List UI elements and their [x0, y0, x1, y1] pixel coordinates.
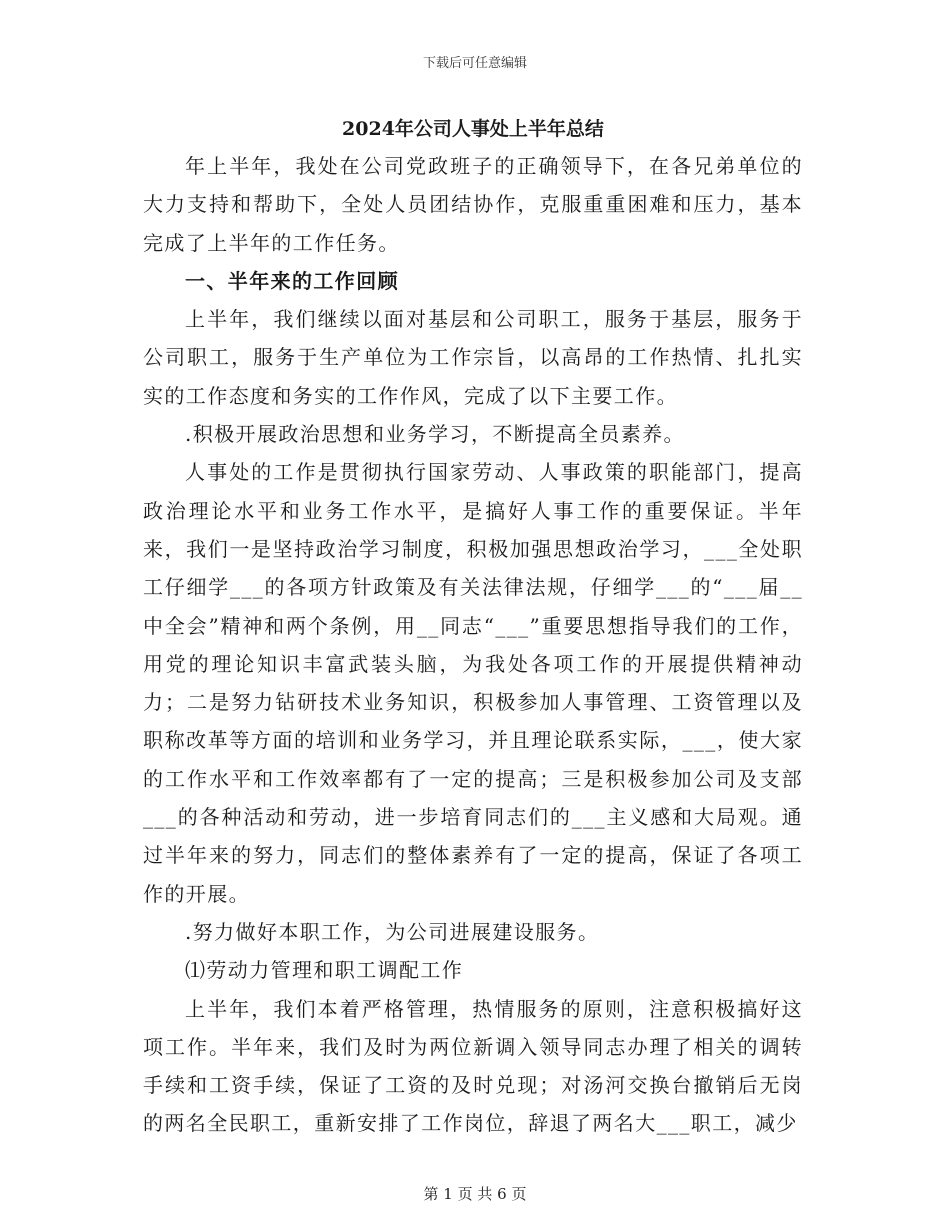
- page-header-note: 下载后可任意编辑: [422, 56, 527, 71]
- body-paragraph: 上半年，我们本着严格管理，热情服务的原则，注意积极搞好这项工作。半年来，我们及时为两位新调入领导同志办理了相关的调转手续和工资手续，保证了工资的及时兑现；对汤河交换台撤销后无岗的两名全民职工，重新安排了工作岗位，辞退了两名大___职工，减少: [143, 996, 803, 1136]
- subsection-heading: .积极开展政治思想和业务学习，不断提高全员素养。: [185, 422, 685, 447]
- subsection-heading: .努力做好本职工作，为公司进展建设服务。: [185, 919, 600, 944]
- section-heading: 一、半年来的工作回顾: [185, 268, 399, 293]
- body-paragraph: 人事处的工作是贯彻执行国家劳动、人事政策的职能部门，提高政治理论水平和业务工作水平，是搞好人事工作的重要保证。半年来，我们一是坚持政治学习制度，积极加强思想政治学习，___全处职工仔细学___的各项方针政策及有关法律法规，仔细学___的“___届__中全会”精神和两个条例，用__同志“___”重要思想指导我们的工作，用党的理论知识丰富武装头脑，为我处各项工作的开展提供精神动力；二是努力钻研技术业务知识，积极参加人事管理、工资管理以及职称改革等方面的培训和业务学习，并且理论联系实际，___，使大家的工作水平和工作效率都有了一定的提高；三是积极参加公司及支部___的各种活动和劳动，进一步培育同志们的___主义感和大局观。通过半年来的努力，同志们的整体素养有了一定的提高，保证了各项工作的开展。: [143, 460, 803, 906]
- body-paragraph: 上半年，我们继续以面对基层和公司职工，服务于基层，服务于公司职工，服务于生产单位为工作宗旨，以高昂的工作热情、扎扎实实的工作态度和务实的工作作风，完成了以下主要工作。: [143, 307, 803, 408]
- page-number: 第 1 页 共 6 页: [423, 1185, 527, 1203]
- document-body: [143, 112, 803, 1143]
- intro-paragraph: 年上半年，我处在公司党政班子的正确领导下，在各兄弟单位的大力支持和帮助下，全处人员团结协作，克服重重困难和压力，基本完成了上半年的工作任务。: [143, 154, 803, 255]
- item-heading: ⑴劳动力管理和职工调配工作: [185, 958, 464, 983]
- document-title: 2024年公司人事处上半年总结: [342, 118, 604, 140]
